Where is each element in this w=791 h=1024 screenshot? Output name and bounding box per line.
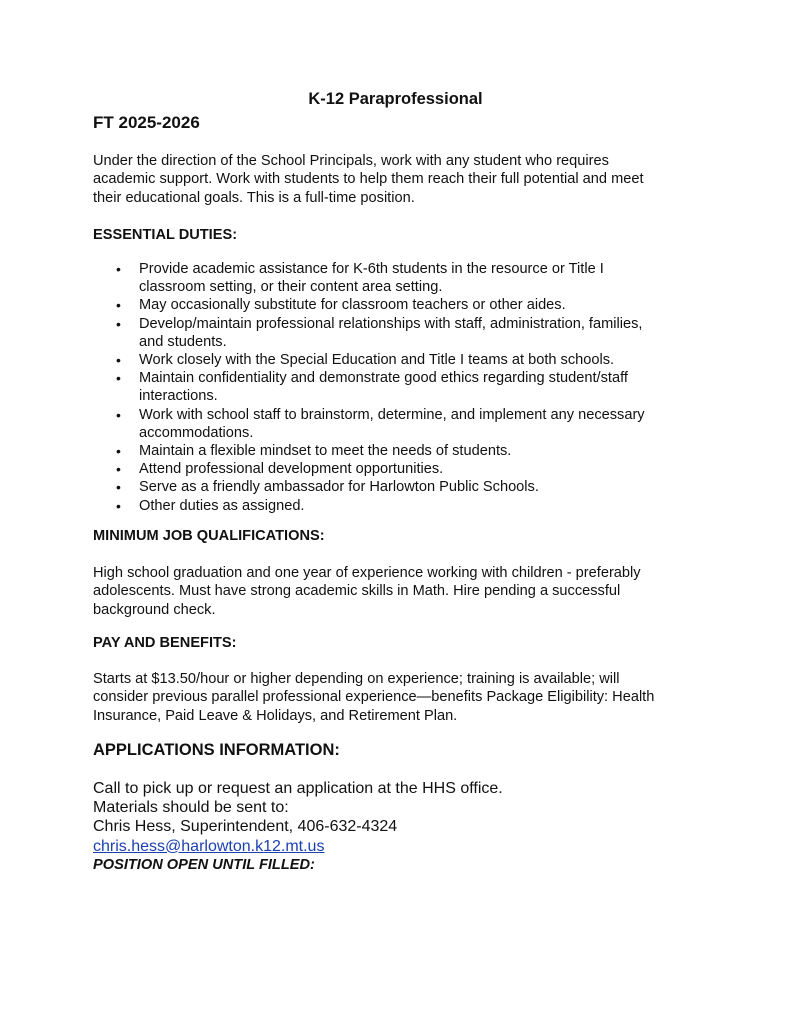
position-term: FT 2025-2026 (93, 113, 200, 132)
duties-heading: ESSENTIAL DUTIES: (93, 227, 238, 243)
position-open-note: POSITION OPEN UNTIL FILLED: (93, 856, 315, 873)
intro-paragraph (93, 152, 713, 207)
qualifications-line: High school graduation and one year of experience working with children - preferably (93, 565, 641, 581)
page-title: K-12 Paraprofessional (308, 90, 483, 108)
applications-line: Materials should be sent to: (93, 799, 289, 817)
duty-item (93, 351, 713, 369)
duty-item (93, 442, 713, 460)
applications-heading: APPLICATIONS INFORMATION: (93, 741, 340, 759)
duty-text: Attend professional development opportunities. (139, 461, 444, 478)
duty-text: Maintain confidentiality and demonstrate good ethics regarding student/staff (139, 370, 628, 387)
pay-line: Insurance, Paid Leave & Holidays, and Retirement Plan. (93, 707, 458, 724)
duty-text: Maintain a flexible mindset to meet the needs of students. (139, 443, 512, 460)
duty-text: accommodations. (139, 424, 254, 441)
pay-line: Starts at $13.50/hour or higher depending on experience; training is available; will (93, 671, 620, 687)
duty-item (93, 369, 713, 405)
duty-item (93, 260, 713, 296)
contact-email-link[interactable]: chris.hess@harlowton.k12.mt.us (93, 837, 325, 855)
bullet-icon: • (116, 497, 121, 514)
duty-text: and students. (139, 333, 227, 350)
duty-text: interactions. (139, 388, 218, 405)
duty-item (93, 497, 713, 515)
duty-item (93, 315, 713, 351)
duties-list (93, 260, 713, 515)
bullet-icon: • (116, 461, 121, 478)
duty-text: Develop/maintain professional relationships with staff, administration, families, (139, 315, 643, 332)
pay-heading: PAY AND BENEFITS: (93, 635, 237, 651)
intro-line: Under the direction of the School Principals, work with any student who requires (93, 153, 609, 169)
bullet-icon: • (116, 352, 121, 369)
bullet-icon: • (116, 315, 121, 332)
bullet-icon: • (116, 443, 121, 460)
applications-line: Call to pick up or request an application at the HHS office. (93, 780, 503, 797)
duty-item (93, 460, 713, 478)
duty-text: Other duties as assigned. (139, 497, 305, 514)
duty-item (93, 296, 713, 314)
bullet-icon: • (116, 479, 121, 496)
pay-line: consider previous parallel professional experience—benefits Package Eligibility: Health (93, 689, 655, 706)
qualifications-line: adolescents. Must have strong academic skills in Math. Hire pending a successful (93, 583, 621, 600)
duty-text: classroom setting, or their content area setting. (139, 279, 443, 296)
bullet-icon: • (116, 297, 121, 314)
applications-info (93, 779, 713, 875)
qualifications-paragraph (93, 564, 713, 619)
pay-paragraph (93, 670, 713, 725)
duty-text: May occasionally substitute for classroom teachers or other aides. (139, 297, 566, 314)
duty-text: Work closely with the Special Education and Title I teams at both schools. (139, 352, 615, 369)
qualifications-line: background check. (93, 601, 216, 618)
intro-line: their educational goals. This is a full-time position. (93, 189, 415, 206)
contact-line: Chris Hess, Superintendent, 406-632-4324 (93, 818, 398, 836)
qualifications-heading: MINIMUM JOB QUALIFICATIONS: (93, 528, 325, 544)
duty-text: Serve as a friendly ambassador for Harlowton Public Schools. (139, 479, 539, 496)
intro-line: academic support. Work with students to help them reach their full potential and meet (93, 171, 644, 188)
duty-text: Work with school staff to brainstorm, determine, and implement any necessary (139, 406, 645, 423)
bullet-icon: • (116, 261, 121, 277)
duty-item (93, 406, 713, 442)
duty-text: Provide academic assistance for K-6th students in the resource or Title I (139, 261, 604, 277)
bullet-icon: • (116, 406, 121, 423)
bullet-icon: • (116, 370, 121, 387)
duty-item (93, 478, 713, 496)
